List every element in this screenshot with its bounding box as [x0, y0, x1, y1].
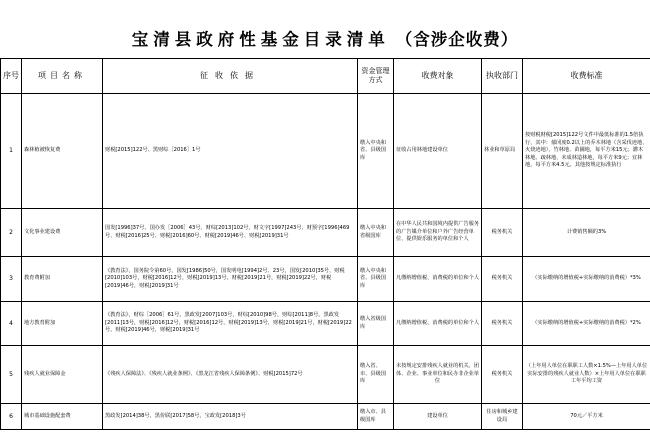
row-standard: （实际缴纳的增值税+实际缴纳的消费税）*2% — [523, 302, 650, 346]
table-row — [1, 404, 650, 430]
row-seq: 3 — [1, 257, 22, 302]
row-dept: 税务机关 — [482, 257, 523, 302]
row-mgmt: 缴入中央和省、县级国库 — [358, 94, 394, 209]
row-dept: 税务机关 — [482, 302, 523, 346]
header-target: 收费对象 — [394, 59, 482, 94]
row-dept: 税务机关 — [482, 346, 523, 404]
table-row — [1, 346, 650, 404]
row-target: 建设单位 — [394, 404, 482, 430]
header-basis: 征收依据 — [103, 59, 358, 94]
row-standard: 按财税财税[2015]122号文件中最低标准的1.5倍执行，其中：郁闭度0.2以上的乔木林地（含采伐迹地、火烧迹地），竹林地、苗圃地，每平方米15元；灌木林地、疏林地、未成林造林地，每平方米9元；宜林地，每平方米4.5元。其他按规定标准执行 — [523, 94, 650, 209]
row-target: 征收占用林地建设单位 — [394, 94, 482, 209]
row-seq: 2 — [1, 209, 22, 257]
row-seq: 4 — [1, 302, 22, 346]
row-target: 未按规定安排残疾人就业的机关、团体、企业、事业单位和民办非企业单位 — [394, 346, 482, 404]
header-row — [1, 59, 650, 94]
row-name: 文化事业建设费 — [22, 209, 103, 257]
row-standard: 计费销售额的3% — [523, 209, 650, 257]
fund-catalog-table — [0, 58, 650, 430]
row-dept: 住房和城乡建设局 — [482, 404, 523, 430]
row-target: 在中华人民共和国境内提供广告服务的广告媒介单位和户外广告经营单位、提供娱乐服务的单位和个人 — [394, 209, 482, 257]
row-mgmt: 缴入中央和省、县级国库 — [358, 257, 394, 302]
row-basis: 财税[2015]122号、黑财综［2016］1号 — [103, 94, 358, 209]
row-basis: 国发[1996]37号、国办发［2006］43号、财综[2013]102号、财文字[1997]243号、财预字[1996]469号、财税[2016]25号、财税[2016]60号、财税[2019]46号、财税[2019]31号 — [103, 209, 358, 257]
row-name: 残疾人就业保障金 — [22, 346, 103, 404]
row-mgmt: 缴入中央和省级国库 — [358, 209, 394, 257]
page-title — [0, 26, 650, 50]
row-dept: 税务机关 — [482, 209, 523, 257]
row-mgmt: 缴入省级国库 — [358, 302, 394, 346]
row-dept: 林业和草原局 — [482, 94, 523, 209]
row-name: 地方教育附加 — [22, 302, 103, 346]
header-dept: 执收部门 — [482, 59, 523, 94]
header-standard: 收费标准 — [523, 59, 650, 94]
header-fund-mgmt: 资金管理方式 — [358, 59, 394, 94]
table-row — [1, 257, 650, 302]
row-seq: 6 — [1, 404, 22, 430]
row-mgmt: 缴入市、县级国库 — [358, 404, 394, 430]
row-standard: （上年用人单位在职职工人数×1.5%—上年用人单位实际安排的残疾人就业人数）×上年用人单位在职职工年平均工资 — [523, 346, 650, 404]
row-target: 凡缴纳增值税、消费税的单位和个人 — [394, 257, 482, 302]
header-seq: 序号 — [1, 59, 22, 94]
row-target: 凡缴纳增值税、消费税的单位和个人 — [394, 302, 482, 346]
row-basis: 《教育法》，国务院令第60号，国发[1986]50号，国发明电[1994]2号、23号，国发[2010]35号，财税[2010]103号，财税[2016]12号，财税[2019]13号，财税[2019]21号，财税[2019]22号，财税[2019]46号，财税[2019]31号 — [103, 257, 358, 302]
row-standard: （实际缴纳的增值税+实际缴纳的消费税）*3% — [523, 257, 650, 302]
row-name: 教育费附加 — [22, 257, 103, 302]
row-mgmt: 缴入省、市、县级国库 — [358, 346, 394, 404]
row-basis: 黑政发[2014]38号，黑价联[2017]58号，宝政发[2018]3号 — [103, 404, 358, 430]
header-name: 项目名称 — [22, 59, 103, 94]
row-basis: 《教育法》，财综［2006］61号，黑政发[2007]103号，财综[2010]98号，财综[2011]8号，黑政发[2011]13号，财税[2016]12号，财税[2016]12号，财税[2019]13号，财税[2019]21号，财税[2019]22号，财税[2019]46号，财税[2019]31号 — [103, 302, 358, 346]
title-main: 宝清县政府性基金目录清单 — [131, 30, 390, 49]
row-seq: 1 — [1, 94, 22, 209]
row-name: 森林植被恢复费 — [22, 94, 103, 209]
row-name: 城市基础设施配套费 — [22, 404, 103, 430]
table-row — [1, 302, 650, 346]
title-subtitle: （含涉企收费） — [395, 30, 519, 49]
row-seq: 5 — [1, 346, 22, 404]
table-row — [1, 209, 650, 257]
row-basis: 《残疾人保障法》、《残疾人就业条例》、《黑龙江省残疾人保障条例》、财税[2015]72号 — [103, 346, 358, 404]
table-row — [1, 94, 650, 209]
row-standard: 70元／平方米 — [523, 404, 650, 430]
